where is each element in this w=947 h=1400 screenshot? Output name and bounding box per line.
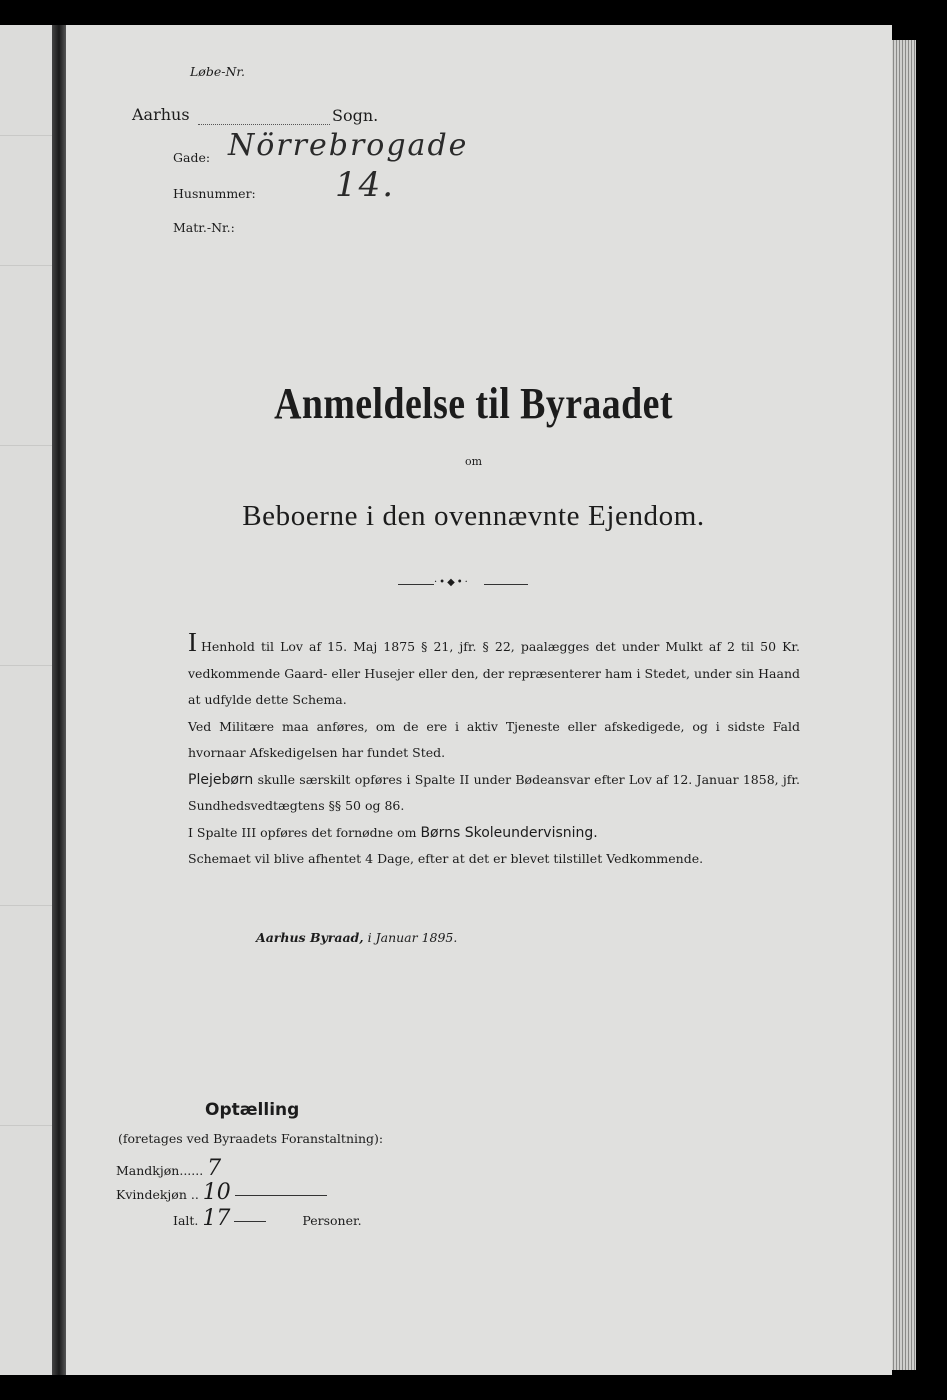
husnummer-label: Husnummer:: [173, 186, 256, 201]
sogn-label: Sogn.: [332, 106, 379, 125]
page-title: Anmeldelse til Byraadet: [274, 379, 673, 428]
gade-label: Gade:: [173, 150, 211, 165]
left-page-edge: [0, 25, 58, 1375]
signature-date: i Januar 1895.: [367, 930, 458, 945]
sogn-line: [198, 110, 330, 129]
instructions: [118, 627, 800, 873]
instruction-paragraph-1: I Henhold til Lov af 15. Maj 1875 § 21, jfr. § 22, paalægges det under Mulkt af 2 til 50 Kr. vedkommende Gaard- eller Husejer eller den, der repræsenterer ham i Stedet, under sin Haand at udfylde dette Schema.: [188, 627, 800, 707]
ialt-row: Ialt. 17 Personer.: [173, 1206, 362, 1231]
lobe-nr-label: Løbe-Nr.: [190, 64, 245, 79]
gade-value: Nörrebrogade: [228, 128, 469, 163]
book-gutter: [52, 25, 66, 1375]
signature-line: [256, 930, 457, 945]
page-edges: [888, 40, 916, 1370]
kvinde-value: 10: [202, 1180, 231, 1205]
city-label: Aarhus: [132, 105, 190, 124]
count-subtitle: (foretages ved Byraadets Foranstaltning):: [118, 1131, 384, 1146]
kvinde-label: Kvindekjøn: [116, 1187, 187, 1202]
drop-cap: I: [188, 627, 197, 657]
mand-value: 7: [207, 1156, 222, 1181]
instruction-paragraph-4: I Spalte III opføres det fornødne om Børns Skoleundervisning.: [188, 824, 598, 841]
instruction-paragraph-3: Plejebørn skulle særskilt opføres i Spalte II under Bødeansvar efter Lov af 12. Januar 1858, jfr. Sundhedsvedtægtens §§ 50 og 86.: [188, 771, 800, 813]
husnummer-value: 14.: [335, 165, 396, 205]
ialt-label: Ialt: [173, 1213, 195, 1228]
signature-org: Aarhus Byraad,: [256, 930, 364, 945]
personer-label: Personer.: [302, 1213, 362, 1228]
page-subtitle: Beboerne i den ovennævnte Ejendom.: [242, 500, 705, 532]
mand-label: Mandkjøn: [116, 1163, 180, 1178]
ornament-divider: ·•◆•·: [398, 584, 528, 586]
kvinde-row: Kvindekjøn .. 10: [116, 1180, 327, 1205]
ialt-value: 17: [202, 1206, 231, 1231]
count-title: Optælling: [205, 1100, 300, 1120]
matr-label: Matr.-Nr.:: [173, 220, 235, 235]
mand-row: Mandkjøn...... 7: [116, 1156, 222, 1181]
instruction-paragraph-5: Schemaet vil blive afhentet 4 Dage, efter at det er blevet tilstillet Vedkommende.: [188, 851, 704, 866]
instruction-paragraph-2: Ved Militære maa anføres, om de ere i aktiv Tjeneste eller afskedigede, og i sidste Fald hvornaar Afskedigelsen har fundet Sted.: [188, 718, 800, 760]
title-connector: om: [464, 455, 483, 468]
